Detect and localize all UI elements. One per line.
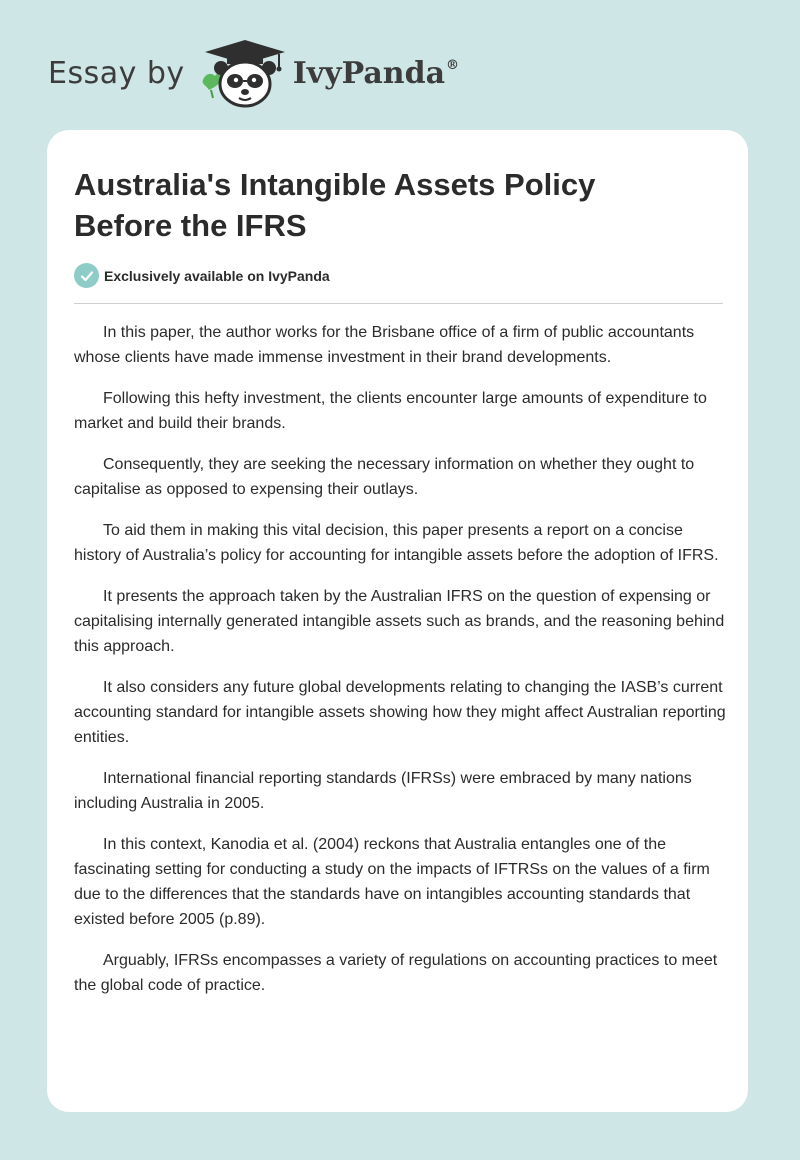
paragraph: Consequently, they are seeking the necessary information on whether they ought to capitalise as opposed to expensing their outlays. [74, 456, 695, 498]
check-circle-icon [74, 263, 99, 288]
registered-mark: ® [446, 57, 460, 73]
site-header [48, 38, 459, 108]
paragraph: Following this hefty investment, the clients encounter large amounts of expenditure to market and build their brands. [74, 390, 707, 432]
brand-name[interactable]: IvyPanda® [292, 55, 460, 91]
paragraph: It also considers any future global developments relating to changing the IASB’s current accounting standard for intangible assets showing how they might affect Australian reporting entities. [74, 679, 726, 746]
paragraph: In this context, Kanodia et al. (2004) reckons that Australia entangles one of the fascinating setting for conducting a study on the impacts of IFTRSs on the values of a firm due to the differences that the standards have on intangibles accounting standards that existed before 2005 (p.89). [74, 836, 710, 928]
exclusive-badge [74, 263, 330, 288]
essay-card [47, 130, 748, 1112]
paragraph: Arguably, IFRSs encompasses a variety of regulations on accounting practices to meet the global code of practice. [74, 952, 718, 994]
page-title: Australia's Intangible Assets Policy Before the IFRS [74, 167, 596, 243]
essay-by-label: Essay by [48, 55, 185, 91]
ivy-leaf-icon [202, 74, 221, 90]
paragraph: It presents the approach taken by the Australian IFRS on the question of expensing or capitalising internally generated intangible assets such as brands, and the reasoning behind this approach. [74, 588, 725, 655]
ivypanda-logo-icon[interactable] [199, 38, 291, 108]
paragraph: To aid them in making this vital decision, this paper presents a report on a concise history of Australia’s policy for accounting for intangible assets before the adoption of IFRS. [74, 522, 719, 564]
badge-text: Exclusively available on IvyPanda [104, 267, 330, 284]
paragraph: In this paper, the author works for the Brisbane office of a firm of public accountants whose clients have made immense investment in their brand developments. [74, 324, 695, 366]
paragraph: International financial reporting standards (IFRSs) were embraced by many nations including Australia in 2005. [74, 770, 692, 812]
divider [74, 303, 723, 304]
essay-body [74, 320, 726, 1014]
